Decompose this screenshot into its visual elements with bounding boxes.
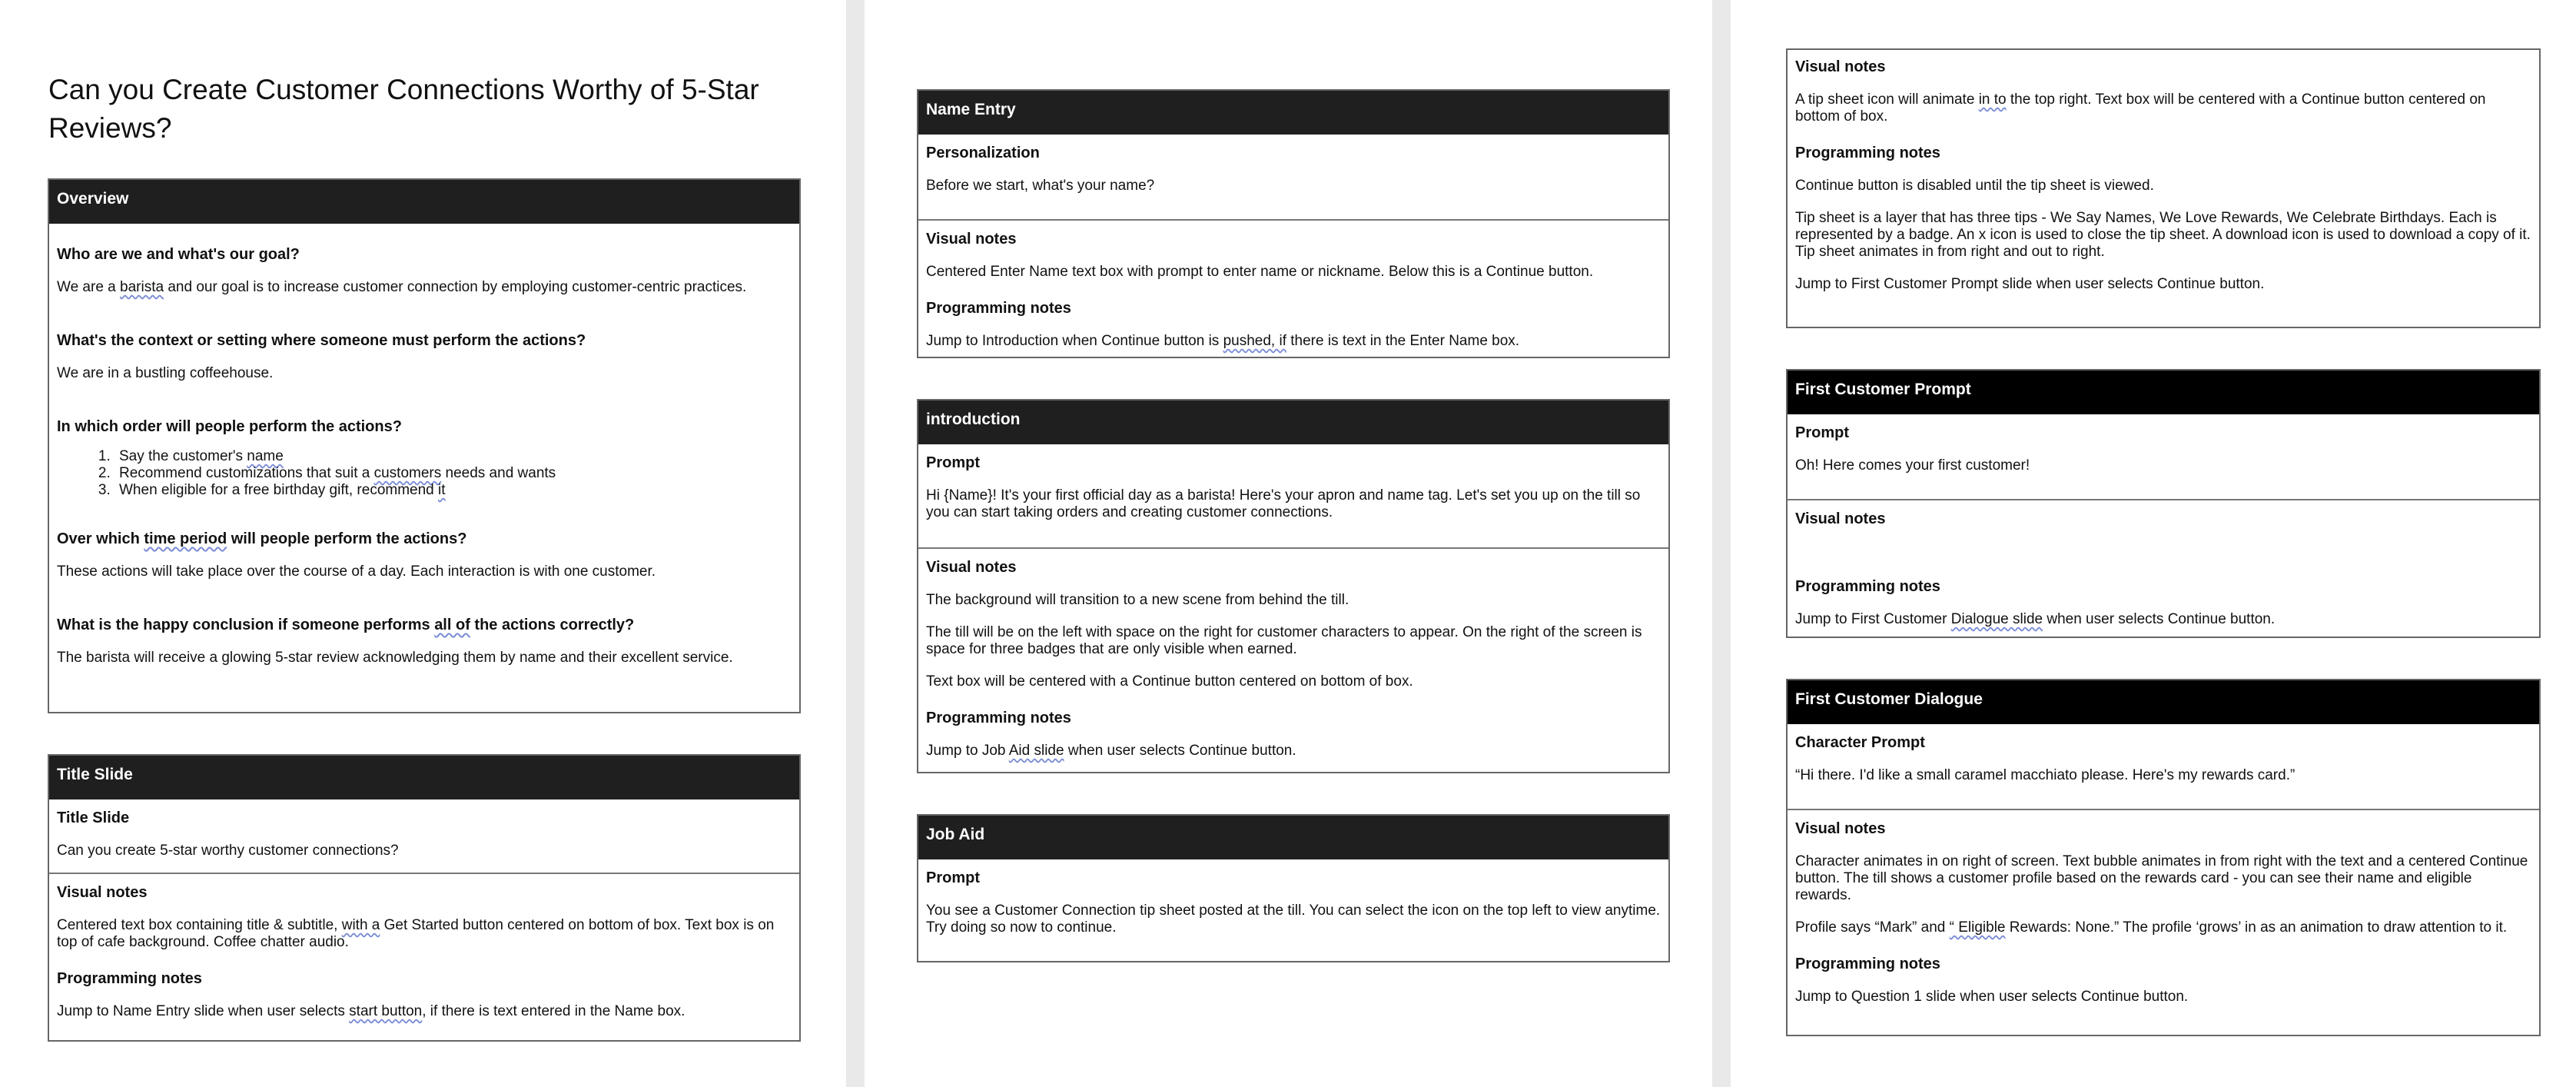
happy-answer: The barista will receive a glowing 5-star review acknowledging them by name and their excellent service. <box>57 650 733 666</box>
name-entry-notes <box>918 219 1668 357</box>
personalization-heading: Personalization <box>926 145 1040 161</box>
name-entry-card <box>917 89 1670 358</box>
programming-notes-heading: Programming notes <box>926 710 1071 726</box>
programming-notes-heading: Programming notes <box>57 970 202 987</box>
document-page-3 <box>1731 0 2576 1087</box>
visual-notes-heading: Visual notes <box>1795 510 1886 527</box>
character-prompt-text: “Hi there. I'd like a small caramel macchiato please. Here's my rewards card.” <box>1795 767 2295 783</box>
title-slide-card <box>48 754 801 1042</box>
tip-sheet-notes <box>1788 50 2539 301</box>
job-aid-card <box>917 814 1670 962</box>
visual-notes-text: Centered text box containing title & subtitle, with a Get Started button centered on bottom of box. Text box is on top of cafe background. Coffee chatter audio. <box>57 917 775 950</box>
visual-notes-heading: Visual notes <box>1795 820 1886 837</box>
introduction-card <box>917 399 1670 773</box>
prompt-text: Oh! Here comes your first customer! <box>1795 457 2030 474</box>
programming-notes-text-3: Jump to First Customer Prompt slide when user selects Continue button. <box>1795 276 2265 292</box>
introduction-prompt-section <box>918 444 1668 547</box>
context-answer: We are in a bustling coffeehouse. <box>57 365 274 381</box>
programming-notes-text: Jump to First Customer Dialogue slide when user selects Continue button. <box>1795 611 2276 627</box>
first-prompt-section <box>1788 414 2539 499</box>
period-answer: These actions will take place over the course of a day. Each interaction is with one customer. <box>57 563 656 580</box>
title-slide-text: Can you create 5-star worthy customer connections? <box>57 843 399 859</box>
period-question: Over which time period will people perform the actions? <box>57 530 467 547</box>
overview-body <box>49 224 799 674</box>
visual-notes-heading: Visual notes <box>1795 58 1886 75</box>
prompt-heading: Prompt <box>1795 424 1849 441</box>
overview-card <box>48 178 801 713</box>
first-customer-dialogue-header: First Customer Dialogue <box>1788 680 2539 724</box>
action-steps-list <box>57 448 792 499</box>
visual-notes-heading: Visual notes <box>926 231 1017 248</box>
job-aid-header: Job Aid <box>918 816 1668 859</box>
visual-notes-heading: Visual notes <box>926 559 1017 576</box>
title-slide-section <box>49 799 799 873</box>
job-aid-section <box>918 859 1668 944</box>
list-item: 2. Recommend customizations that suit a customers needs and wants <box>115 465 792 482</box>
visual-notes-text-3: Text box will be centered with a Continue button centered on bottom of box. <box>926 673 1413 690</box>
introduction-header: introduction <box>918 401 1668 444</box>
character-prompt-section <box>1788 724 2539 809</box>
goal-question: Who are we and what's our goal? <box>57 246 300 263</box>
programming-notes-text-2: Tip sheet is a layer that has three tips - We Say Names, We Love Rewards, We Celebrate Birthdays. Each is represented by a badge. An x icon is used to close the tip sheet. A download icon is used to download a copy of it. Tip sheet animates in from right and out to right. <box>1795 210 2531 260</box>
programming-notes-heading: Programming notes <box>926 300 1071 317</box>
overview-header: Overview <box>49 180 799 224</box>
list-item: 3. When eligible for a free birthday gift, recommend it <box>115 482 792 499</box>
context-question: What's the context or setting where someone must perform the actions? <box>57 332 586 349</box>
programming-notes-text: Jump to Introduction when Continue button is pushed, if there is text in the Enter Name box. <box>926 333 1520 349</box>
programming-notes-text-1: Continue button is disabled until the tip sheet is viewed. <box>1795 178 2154 194</box>
prompt-heading: Prompt <box>926 454 980 471</box>
list-item: 1. Say the customer's name <box>115 448 792 465</box>
name-entry-header: Name Entry <box>918 91 1668 135</box>
first-prompt-notes <box>1788 499 2539 636</box>
visual-notes-text: A tip sheet icon will animate in to the top right. Text box will be centered with a Continue button centered on bottom of box. <box>1795 91 2486 125</box>
happy-question: What is the happy conclusion if someone performs all of the actions correctly? <box>57 617 635 633</box>
title-slide-notes <box>49 873 799 1028</box>
document-page-2 <box>865 0 1712 1087</box>
first-customer-prompt-header: First Customer Prompt <box>1788 371 2539 414</box>
document-title: Can you Create Customer Connections Worthy of 5-Star Reviews? <box>48 74 759 144</box>
visual-notes-text-2: The till will be on the left with space on the right for customer characters to appear. On the right of the screen is space for three badges that are only visible when earned. <box>926 624 1642 657</box>
prompt-text: Hi {Name}! It's your first official day as a barista! Here's your apron and name tag. Let's set you up on the till so you can start taking orders and creating customer connections. <box>926 487 1641 520</box>
programming-notes-heading: Programming notes <box>1795 145 1940 161</box>
programming-notes-text: Jump to Job Aid slide when user selects Continue button. <box>926 743 1296 759</box>
prompt-text: You see a Customer Connection tip sheet posted at the till. You can select the icon on the top left to view anytime. Try doing so now to continue. <box>926 903 1661 936</box>
document-page-1 <box>0 0 846 1087</box>
visual-notes-heading: Visual notes <box>57 884 148 901</box>
title-slide-subheading: Title Slide <box>57 809 130 826</box>
prompt-heading: Prompt <box>926 869 980 886</box>
title-slide-header: Title Slide <box>49 756 799 799</box>
name-entry-section <box>918 135 1668 219</box>
order-question: In which order will people perform the actions? <box>57 418 402 435</box>
first-dialogue-notes <box>1788 809 2539 1013</box>
introduction-notes <box>918 547 1668 767</box>
personalization-text: Before we start, what's your name? <box>926 178 1155 194</box>
programming-notes-heading: Programming notes <box>1795 956 1940 972</box>
tip-sheet-card <box>1786 48 2541 328</box>
programming-notes-text: Jump to Name Entry slide when user selects start button, if there is text entered in the Name box. <box>57 1003 685 1019</box>
goal-answer: We are a barista and our goal is to increase customer connection by employing customer-centric practices. <box>57 279 747 295</box>
first-customer-dialogue-card <box>1786 679 2541 1036</box>
programming-notes-heading: Programming notes <box>1795 578 1940 595</box>
visual-notes-text-1: Character animates in on right of screen. Text bubble animates in from right with the text and a centered Continue button. The till shows a customer profile based on the rewards card - you can see their name and eligible rewards. <box>1795 853 2528 903</box>
visual-notes-text: Centered Enter Name text box with prompt to enter name or nickname. Below this is a Continue button. <box>926 264 1594 280</box>
first-customer-prompt-card <box>1786 369 2541 638</box>
visual-notes-text-1: The background will transition to a new scene from behind the till. <box>926 592 1349 608</box>
character-prompt-heading: Character Prompt <box>1795 734 1925 751</box>
visual-notes-text-2: Profile says “Mark” and “ Eligible Rewards: None.” The profile ‘grows’ in as an animation to draw attention to it. <box>1795 919 2508 936</box>
programming-notes-text: Jump to Question 1 slide when user selects Continue button. <box>1795 989 2189 1005</box>
